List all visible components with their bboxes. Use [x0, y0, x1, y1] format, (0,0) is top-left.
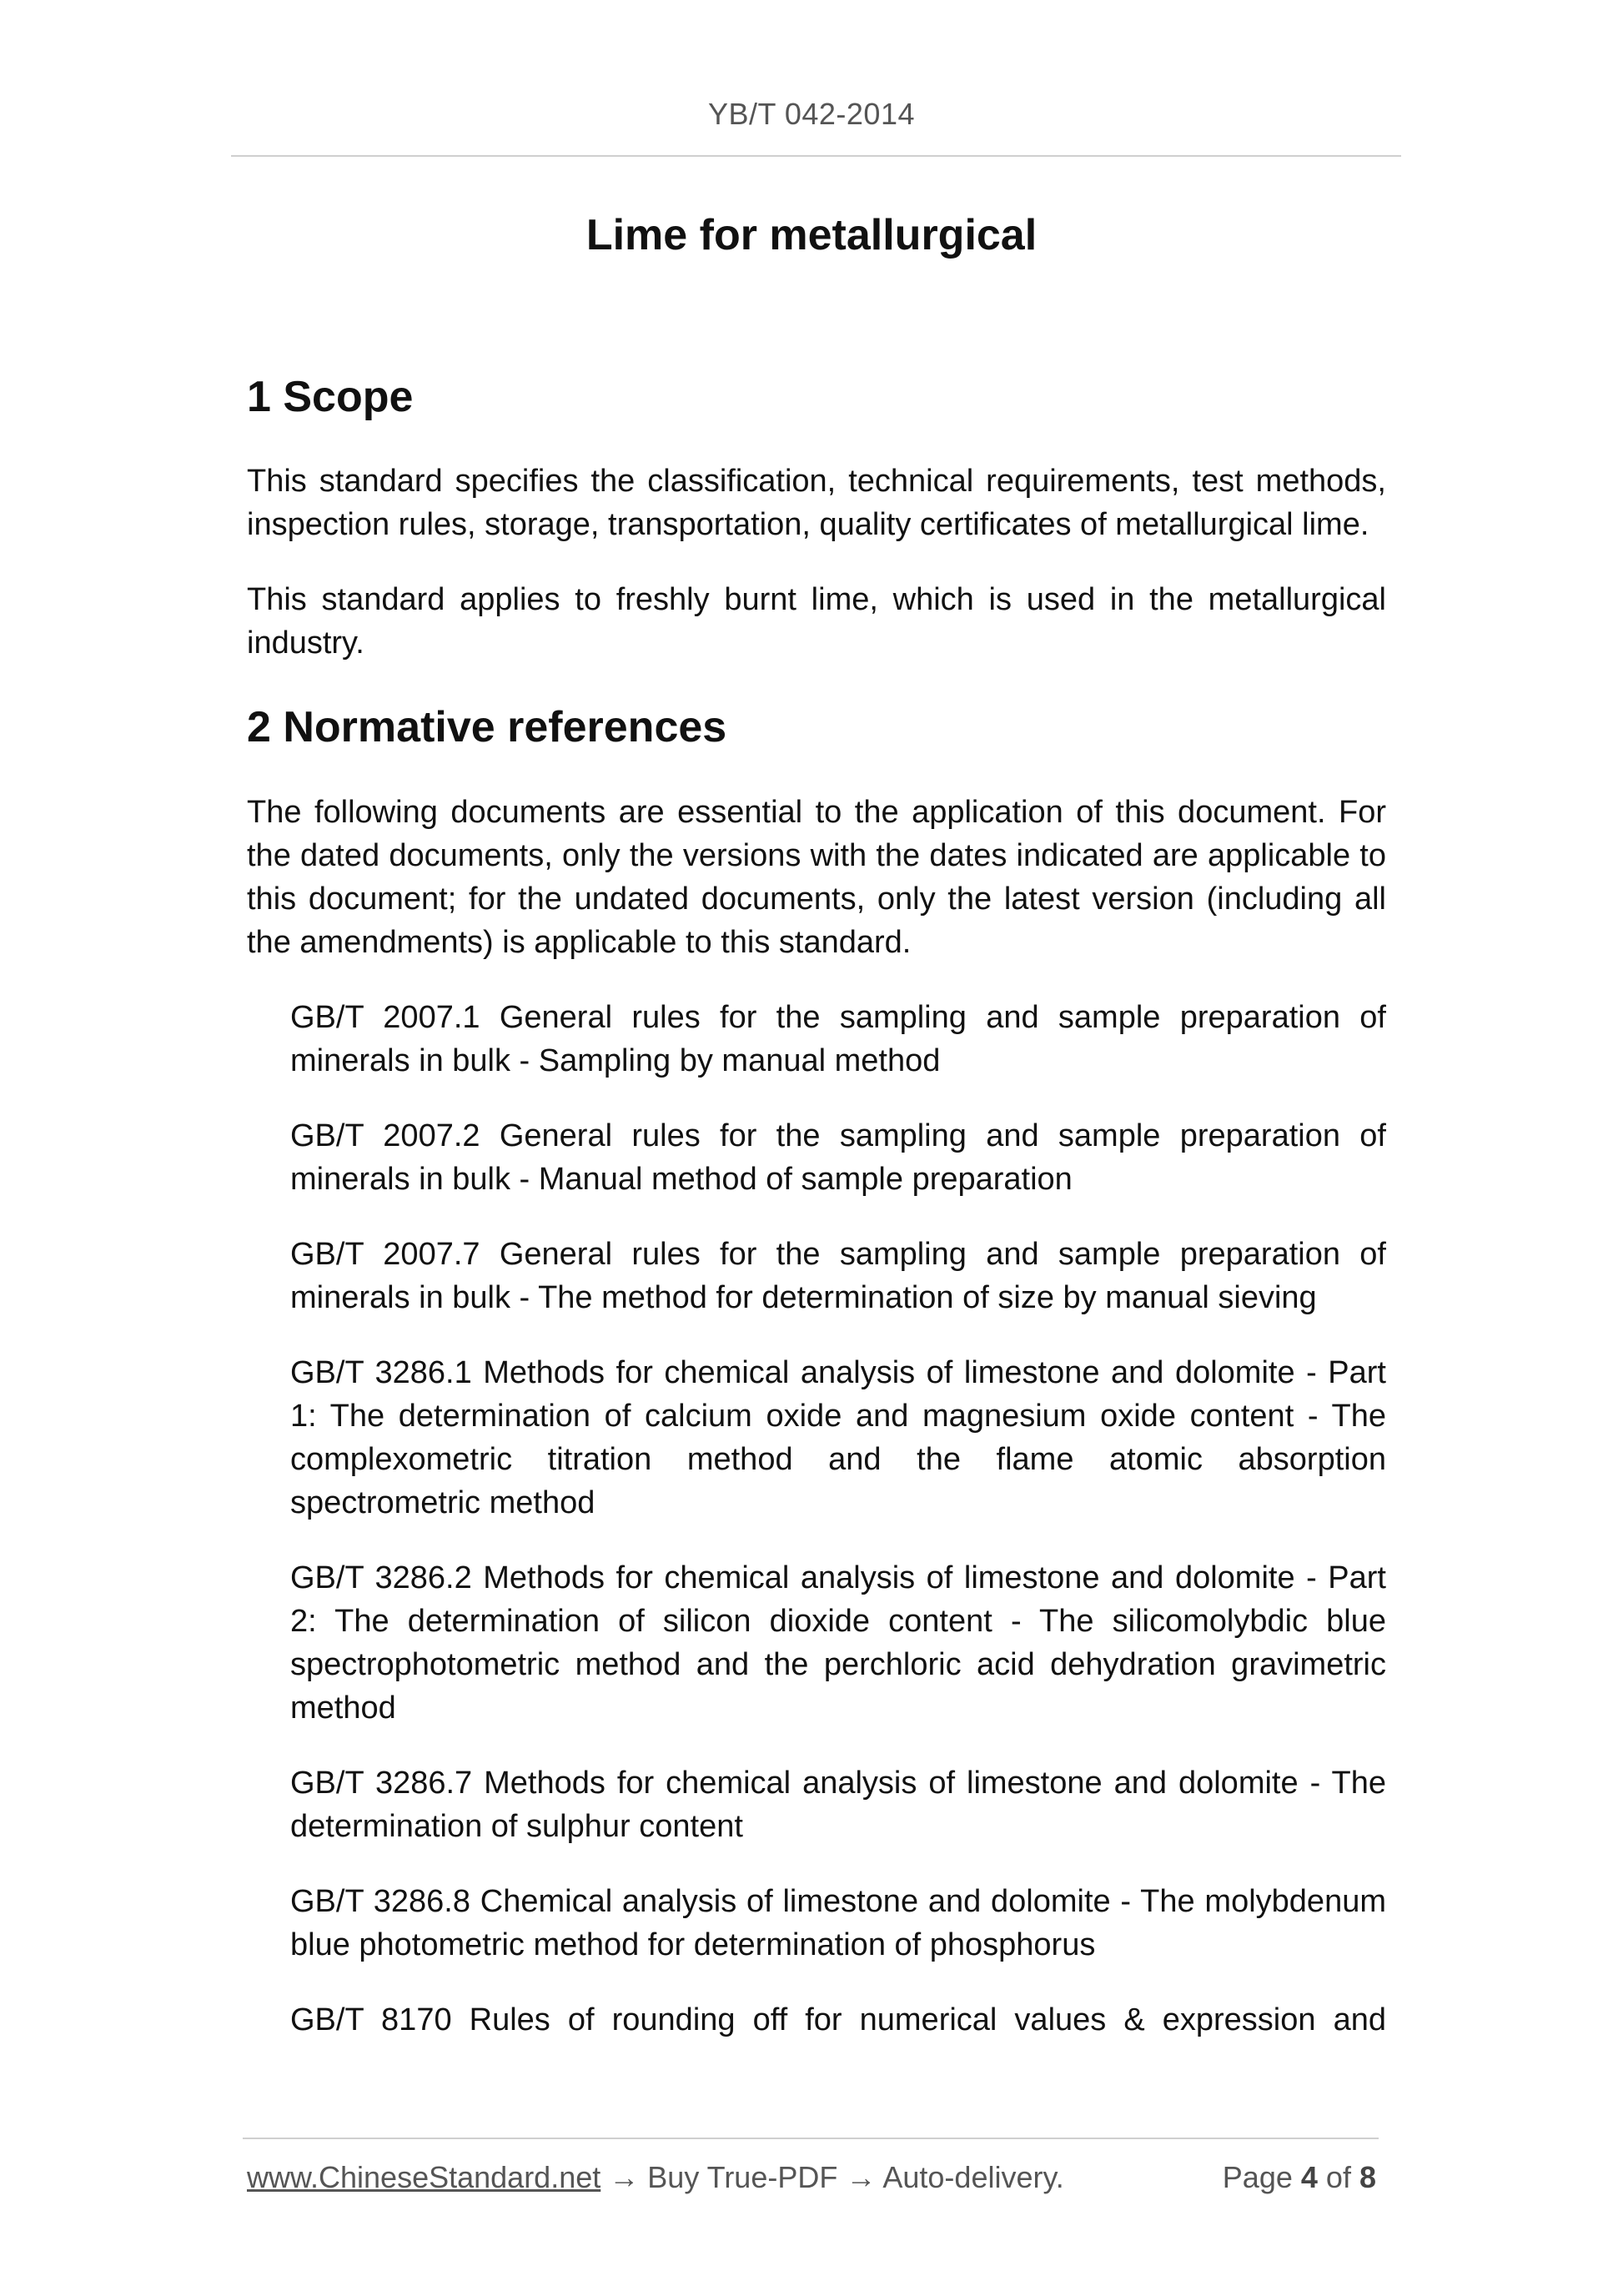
buy-true-pdf-text: Buy True-PDF: [647, 2160, 838, 2194]
document-body: [247, 371, 1386, 2073]
total-pages: 8: [1359, 2160, 1376, 2194]
reference-item: GB/T 3286.8 Chemical analysis of limestone and dolomite - The molybdenum blue photometric method for determination of phosphorus: [290, 1883, 1386, 1962]
reference-item: GB/T 8170 Rules of rounding off for numerical values & expression and: [290, 2002, 1386, 2037]
section-heading-normative-references: 2 Normative references: [247, 703, 727, 752]
document-title: Lime for metallurgical: [585, 211, 1038, 259]
auto-delivery-text: Auto-delivery.: [882, 2160, 1064, 2194]
section-heading-scope: 1 Scope: [247, 373, 414, 421]
reference-item: GB/T 3286.1 Methods for chemical analysis of limestone and dolomite - Part 1: The determination of calcium oxide and magnesium oxide content - The complexometric titration method and the flame atomic absorption spectrometric method: [290, 1354, 1386, 1520]
reference-list: [290, 996, 1386, 2042]
of-label: of: [1325, 2160, 1351, 2194]
footer-divider: [243, 2138, 1379, 2139]
reference-item: GB/T 3286.2 Methods for chemical analysis of limestone and dolomite - Part 2: The determination of silicon dioxide content - The silicomolybdic blue spectrophotometric method and the perchloric acid dehydration gravimetric method: [290, 1560, 1386, 1726]
header-divider: [231, 155, 1401, 157]
page-number: 4: [1300, 2160, 1318, 2194]
arrow-right-icon: →: [609, 2160, 640, 2194]
reference-item: GB/T 3286.7 Methods for chemical analysis of limestone and dolomite - The determination of sulphur content: [290, 1765, 1386, 1844]
arrow-right-icon: →: [846, 2160, 877, 2194]
footer-promo: [247, 2160, 1064, 2195]
scope-paragraph-2: This standard applies to freshly burnt lime, which is used in the metallurgical industry.: [247, 582, 1386, 661]
references-intro-paragraph: The following documents are essential to the application of this document. For the dated documents, only the versions with the dates indicated are applicable to this document; for the undated documents, only the latest version (including all the amendments) is applicable to this standard.: [247, 794, 1386, 960]
header-standard-code: YB/T 042-2014: [707, 97, 915, 131]
reference-item: GB/T 2007.7 General rules for the sampling and sample preparation of minerals in bulk - The method for determination of size by manual sieving: [290, 1236, 1386, 1315]
reference-item: GB/T 2007.1 General rules for the sampling and sample preparation of minerals in bulk - Sampling by manual method: [290, 999, 1386, 1078]
website-link[interactable]: www.ChineseStandard.net: [247, 2160, 601, 2194]
page-indicator: [1223, 2160, 1376, 2195]
scope-paragraph-1: This standard specifies the classification, technical requirements, test methods, inspection rules, storage, transportation, quality certificates of metallurgical lime.: [247, 464, 1386, 543]
page-label: Page: [1222, 2160, 1293, 2194]
reference-item: GB/T 2007.2 General rules for the sampling and sample preparation of minerals in bulk - Manual method of sample preparation: [290, 1118, 1386, 1197]
